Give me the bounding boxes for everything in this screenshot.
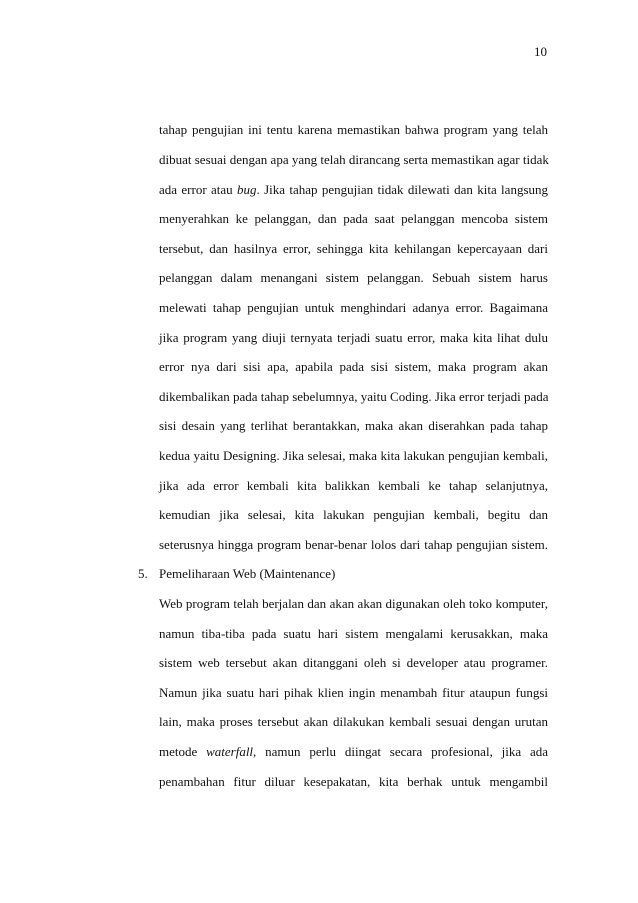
text-line: sisi desain yang terlihat berantakkan, maka akan diserahkan pada tahap — [159, 418, 548, 433]
text-line: seterusnya hingga program benar-benar lolos dari tahap pengujian sistem. — [159, 537, 548, 552]
text-line: lain, maka proses tersebut akan dilakukan kembali sesuai dengan urutan — [159, 714, 548, 729]
text-segment: . Jika tahap pengujian tidak dilewati dan kita langsung — [256, 182, 549, 197]
italic-term: waterfall — [206, 744, 254, 759]
list-number: 5. — [138, 566, 148, 581]
italic-term: bug — [237, 182, 257, 197]
text-line: dikembalikan pada tahap sebelumnya, yaitu Coding. Jika error terjadi pada — [159, 389, 549, 404]
text-line: dibuat sesuai dengan apa yang telah dirancang serta memastikan agar tidak — [159, 152, 549, 167]
text-segment: metode — [159, 744, 198, 759]
text-line: kedua yaitu Designing. Jika selesai, maka kita lakukan pengujian kembali, — [159, 448, 548, 463]
text-line: sistem web tersebut akan ditanggani oleh si developer atau programer. — [159, 655, 548, 670]
text-line: kemudian jika selesai, kita lakukan pengujian kembali, begitu dan — [159, 507, 548, 522]
text-line: tahap pengujian ini tentu karena memastikan bahwa program yang telah — [159, 122, 548, 137]
text-line: penambahan fitur diluar kesepakatan, kita berhak untuk mengambil — [159, 774, 548, 789]
section-heading: Pemeliharaan Web (Maintenance) — [159, 566, 336, 581]
text-segment: , namun perlu diingat secara profesional, jika ada — [253, 744, 548, 759]
text-line: menyerahkan ke pelanggan, dan pada saat pelanggan mencoba sistem — [159, 211, 548, 226]
text-line: tersebut, dan hasilnya error, sehingga kita kehilangan kepercayaan dari — [159, 241, 548, 256]
text-line: melewati tahap pengujian untuk menghindari adanya error. Bagaimana — [159, 300, 548, 315]
text-segment: ada error atau — [159, 182, 233, 197]
text-line: jika program yang diuji ternyata terjadi suatu error, maka kita lihat dulu — [159, 330, 548, 345]
text-line: jika ada error kembali kita balikkan kembali ke tahap selanjutnya, — [159, 478, 548, 493]
text-line: pelanggan dalam menangani sistem pelanggan. Sebuah sistem harus — [159, 270, 548, 285]
text-line: Web program telah berjalan dan akan akan digunakan oleh toko komputer, — [159, 596, 548, 611]
text-line — [159, 744, 548, 760]
text-line: Namun jika suatu hari pihak klien ingin menambah fitur ataupun fungsi — [159, 685, 548, 700]
text-line: namun tiba-tiba pada suatu hari sistem mengalami kerusakkan, maka — [159, 626, 548, 641]
page-number: 10 — [534, 44, 547, 59]
text-line — [159, 182, 548, 198]
text-line: error nya dari sisi apa, apabila pada sisi sistem, maka program akan — [159, 359, 548, 374]
